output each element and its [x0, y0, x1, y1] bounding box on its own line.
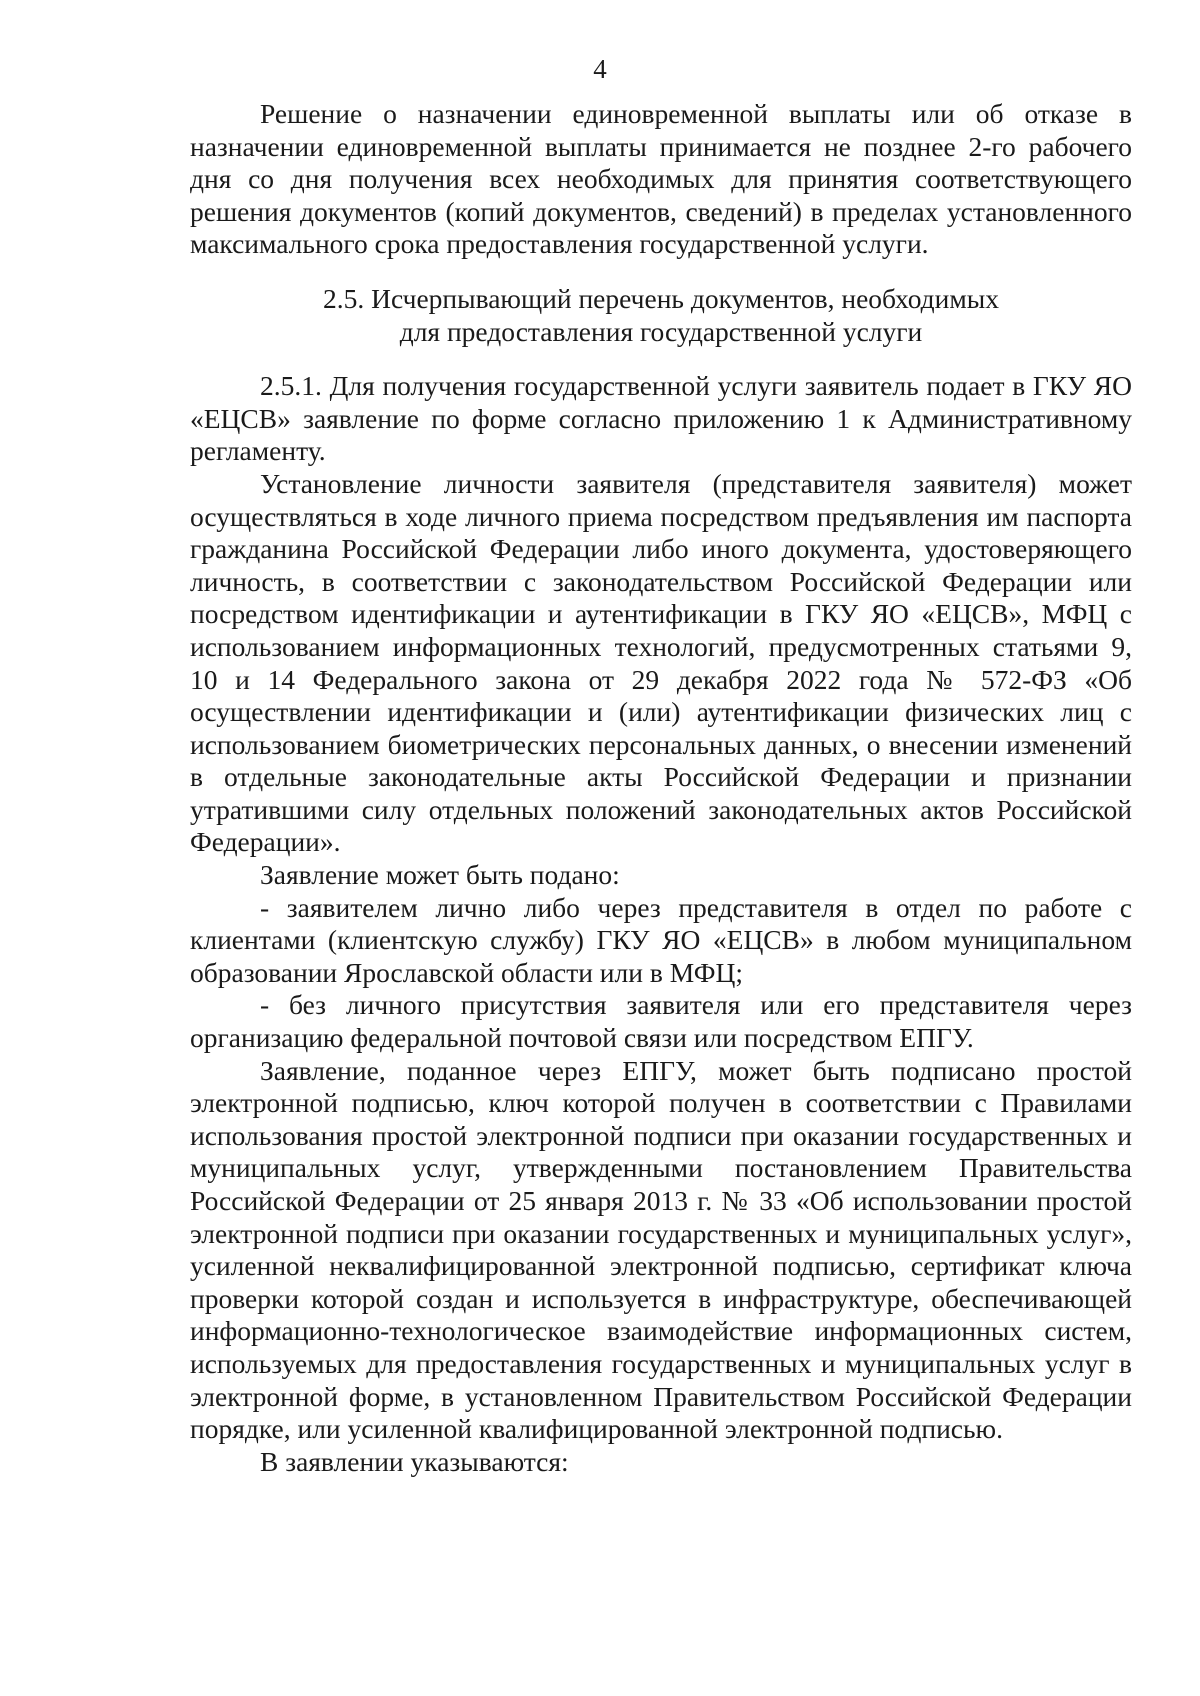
- page-number: 4: [593, 54, 607, 84]
- list-item-remote: - без личного присутствия заявителя или его представителя через организацию федеральной почтовой связи или посредством ЕПГУ.: [190, 989, 1132, 1054]
- paragraph-identity-verification: Установление личности заявителя (представителя заявителя) может осуществляться в ходе личного приема посредством предъявления им паспорта гражданина Российской Федерации либо иного документа, удостоверяющего личность, в соответствии с законодательством Российской Федерации или посредством идентификации и аутентификации в ГКУ ЯО «ЕЦСВ», МФЦ с использованием информационных технологий, предусмотренных статьями 9, 10 и 14 Федерального закона от 29 декабря 2022 года № 572-ФЗ «Об осуществлении идентификации и (или) аутентификации физических лиц с использованием биометрических персональных данных, о внесении изменений в отдельные законодательные акты Российской Федерации и признании утратившими силу отдельных положений законодательных актов Российской Федерации».: [190, 467, 1132, 858]
- section-heading-line-1: 2.5. Исчерпывающий перечень документов, необходимых: [322, 282, 1000, 314]
- list-item-in-person: - заявителем лично либо через представителя в отдел по работе с клиентами (клиентскую службу) ГКУ ЯО «ЕЦСВ» в любом муниципальном образовании Ярославской области или в МФЦ;: [190, 891, 1132, 988]
- document-body: [190, 98, 1132, 1478]
- paragraph-submission-intro: Заявление может быть подано:: [260, 859, 620, 891]
- paragraph-decision-deadline: Решение о назначении единовременной выплаты или об отказе в назначении единовременной выплаты принимается не позднее 2-го рабочего дня со дня получения всех необходимых для принятия соответствующего решения документов (копий документов, сведений) в пределах установленного максимального срока предоставления государственной услуги.: [190, 98, 1132, 260]
- paragraph-application-contents: В заявлении указываются:: [260, 1445, 569, 1477]
- section-heading: [190, 283, 1132, 348]
- paragraph-2-5-1: 2.5.1. Для получения государственной услуги заявитель подает в ГКУ ЯО «ЕЦСВ» заявление по форме согласно приложению 1 к Административному регламенту.: [190, 370, 1132, 467]
- paragraph-electronic-signature: Заявление, поданное через ЕПГУ, может быть подписано простой электронной подписью, ключ которой получен в соответствии с Правилами использования простой электронной подписи при оказании государственных и муниципальных услуг, утвержденными постановлением Правительства Российской Федерации от 25 января 2013 г. № 33 «Об использовании простой электронной подписи при оказании государственных и муниципальных услуг», усиленной неквалифицированной электронной подписью, сертификат ключа проверки которой создан и используется в инфраструктуре, обеспечивающей информационно-технологическое взаимодействие информационных систем, используемых для предоставления государственных и муниципальных услуг в электронной форме, в установленном Правительством Российской Федерации порядке, или усиленной квалифицированной электронной подписью.: [190, 1054, 1132, 1445]
- section-heading-line-2: для предоставления государственной услуги: [399, 315, 923, 347]
